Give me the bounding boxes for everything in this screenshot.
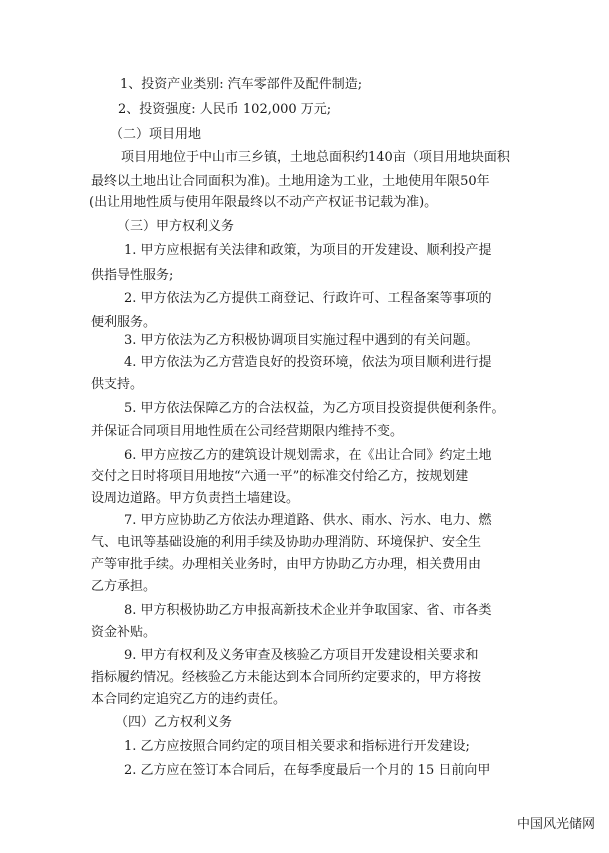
text-line: 气、电讯等基础设施的利用手续及协助办理消防、环境保护、安全生 [91, 535, 482, 550]
section-heading: （四）乙方权利义务 [115, 715, 233, 730]
text-line: 供支持。 [91, 377, 144, 392]
text-line: 产等审批手续。办理相关业务时，由甲方协助乙方办理，相关费用由 [91, 557, 482, 572]
text-line: 2、投资强度: 人民币 102,000 万元; [118, 102, 332, 117]
section-heading: （三）甲方权利义务 [117, 219, 235, 234]
text-line: 乙方承担。 [91, 579, 157, 594]
text-line: 2. 甲方依法为乙方提供工商登记、行政许可、工程备案等事项的 [124, 291, 492, 306]
text-line: 本合同约定追究乙方的违约责任。 [91, 692, 287, 707]
text-line: 1. 乙方应按照合同约定的项目相关要求和指标进行开发建设; [124, 739, 470, 754]
text-line: 便利服务。 [91, 315, 157, 330]
text-line: 5. 甲方依法保障乙方的合法权益，为乙方项目投资提供便利条件。 [124, 401, 505, 416]
text-line: 9. 甲方有权利及义务审查及核验乙方项目开发建设相关要求和 [124, 648, 479, 663]
section-heading: （二）项目用地 [110, 127, 202, 142]
text-line: 指标履约情况。经核验乙方未能达到本合同所约定要求的，甲方将按 [91, 670, 482, 685]
text-line: 1、投资产业类别: 汽车零部件及配件制造; [120, 77, 363, 92]
text-line: 资金补贴。 [91, 625, 157, 640]
text-line: 设周边道路。甲方负责挡土墙建设。 [91, 491, 300, 506]
text-line: 项目用地位于中山市三乡镇，土地总面积约140亩（项目用地块面积 [121, 150, 510, 165]
text-line: 4. 甲方依法为乙方营造良好的投资环境，依法为项目顺利进行提 [124, 355, 492, 370]
text-line: 并保证合同项目用地性质在公司经营期限内维持不变。 [91, 424, 404, 439]
text-line: 2. 乙方应在签订本合同后，在每季度最后一个月的 15 日前向甲 [124, 763, 491, 778]
text-line: 3. 甲方依法为乙方积极协调项目实施过程中遇到的有关问题。 [124, 333, 479, 348]
text-line: 1. 甲方应根据有关法律和政策，为项目的开发建设、顺利投产提 [124, 243, 492, 258]
site-watermark: 中国风光储网 [516, 817, 595, 832]
text-line: 8. 甲方积极协助乙方申报高新技术企业并争取国家、省、市各类 [124, 603, 492, 618]
text-line: 交付之日时将项目用地按“六通一平”的标准交付给乙方，按规划建 [91, 469, 469, 484]
text-line: 供指导性服务; [91, 268, 174, 283]
text-line: (出让用地性质与使用年限最终以不动产产权证书记载为准)。 [89, 195, 438, 210]
text-line: 最终以土地出让合同面积为准)。土地用途为工业，土地使用年限50年 [91, 174, 490, 189]
text-line: 7. 甲方应协助乙方依法办理道路、供水、雨水、污水、电力、燃 [124, 513, 492, 528]
text-line: 6. 甲方应按乙方的建筑设计规划需求，在《出让合同》约定土地 [124, 448, 492, 463]
